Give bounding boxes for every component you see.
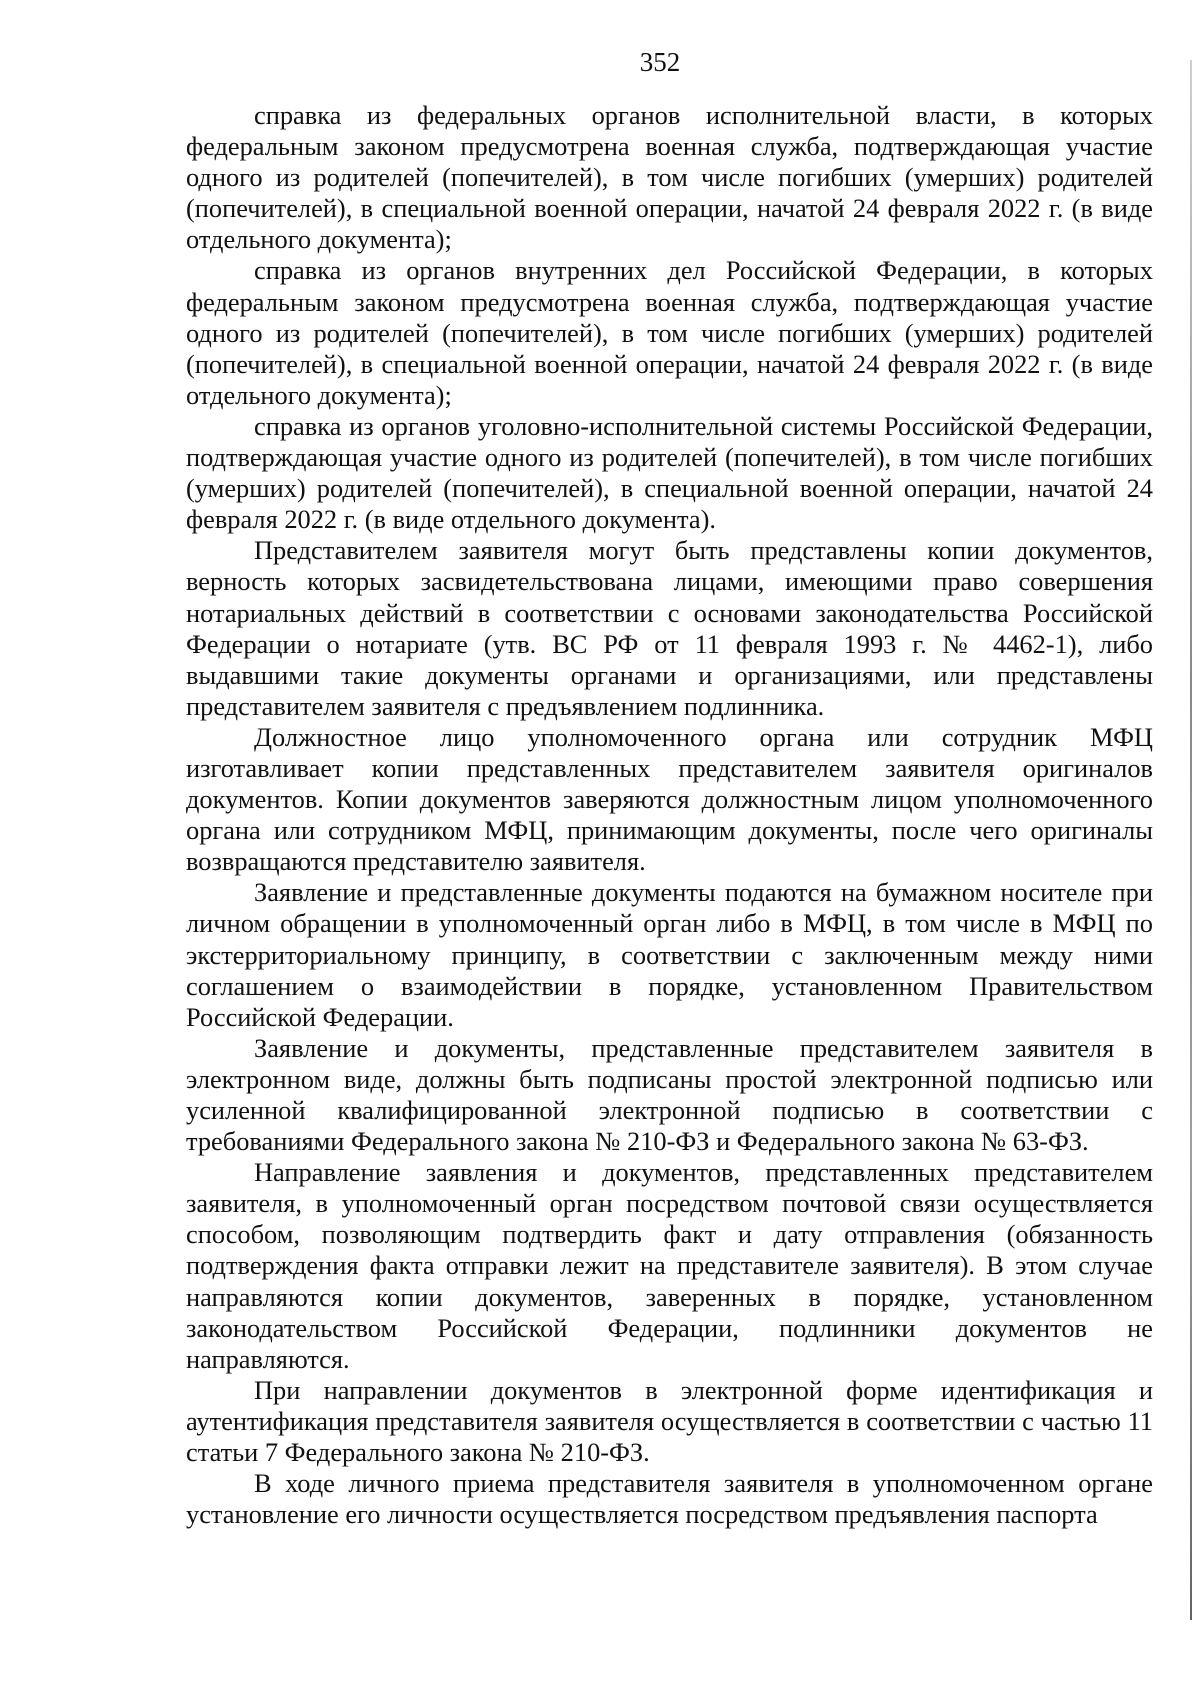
paragraph-personal-reception: В ходе личного приема представителя заявителя в уполномоченном органе установление его личности осуществляется посредством предъявления паспорта bbox=[186, 1468, 1153, 1530]
paragraph-paper-submission: Заявление и представленные документы подаются на бумажном носителе при личном обращении в уполномоченный орган либо в МФЦ, в том числе в МФЦ по экстерриториальному принципу, в соответствии с заключенным между ними соглашением о взаимодействии в порядке, установленном Правительством Российской Федерации. bbox=[186, 877, 1153, 1032]
paragraph-postal-submission: Направление заявления и документов, представленных представителем заявителя, в уполномоченный орган посредством почтовой связи осуществляется способом, позволяющим подтвердить факт и дату отправления (обязанность подтверждения факта отправки лежит на представителе заявителя). В этом случае направляются копии документов, заверенных в порядке, установленном законодательством Российской Федерации, подлинники документов не направляются. bbox=[186, 1157, 1153, 1374]
paragraph-certificate-penal-system: справка из органов уголовно-исполнительной системы Российской Федерации, подтверждающая участие одного из родителей (попечителей), в том числе погибших (умерших) родителей (попечителей), в специальной военной операции, начатой 24 февраля 2022 г. (в виде отдельного документа). bbox=[186, 410, 1153, 535]
page-number: 352 bbox=[639, 47, 681, 77]
paragraph-notarized-copies: Представителем заявителя могут быть представлены копии документов, верность которых засвидетельствована лицами, имеющими право совершения нотариальных действий в соответствии с основами законодательства Российской Федерации о нотариате (утв. ВС РФ от 11 февраля 1993 г. № 4462-1), либо выдавшими такие документы органами и организациями, или представлены представителем заявителя с предъявлением подлинника. bbox=[186, 535, 1153, 721]
scan-edge-line bbox=[1190, 60, 1192, 1620]
paragraph-copies-by-official: Должностное лицо уполномоченного органа или сотрудник МФЦ изготавливает копии представленных представителем заявителя оригиналов документов. Копии документов заверяются должностным лицом уполномоченного органа или сотрудником МФЦ, принимающим документы, после чего оригиналы возвращаются представителю заявителя. bbox=[186, 721, 1153, 877]
paragraph-certificate-federal-bodies: справка из федеральных органов исполнительной власти, в которых федеральным законом предусмотрена военная служба, подтверждающая участие одного из родителей (попечителей), в том числе погибших (умерших) родителей (попечителей), в специальной военной операции, начатой 24 февраля 2022 г. (в виде отдельного документа); bbox=[186, 100, 1153, 255]
paragraph-electronic-signature: Заявление и документы, представленные представителем заявителя в электронном виде, должны быть подписаны простой электронной подписью или усиленной квалифицированной электронной подписью в соответствии с требованиями Федерального закона № 210-ФЗ и Федерального закона № 63-ФЗ. bbox=[186, 1032, 1153, 1157]
paragraph-certificate-internal-affairs: справка из органов внутренних дел Российской Федерации, в которых федеральным законом предусмотрена военная служба, подтверждающая участие одного из родителей (попечителей), в том числе погибших (умерших) родителей (попечителей), в специальной военной операции, начатой 24 февраля 2022 г. (в виде отдельного документа); bbox=[186, 255, 1153, 410]
paragraph-electronic-identification: При направлении документов в электронной форме идентификация и аутентификация представителя заявителя осуществляется в соответствии с частью 11 статьи 7 Федерального закона № 210-ФЗ. bbox=[186, 1374, 1153, 1468]
document-body bbox=[186, 100, 1153, 1530]
